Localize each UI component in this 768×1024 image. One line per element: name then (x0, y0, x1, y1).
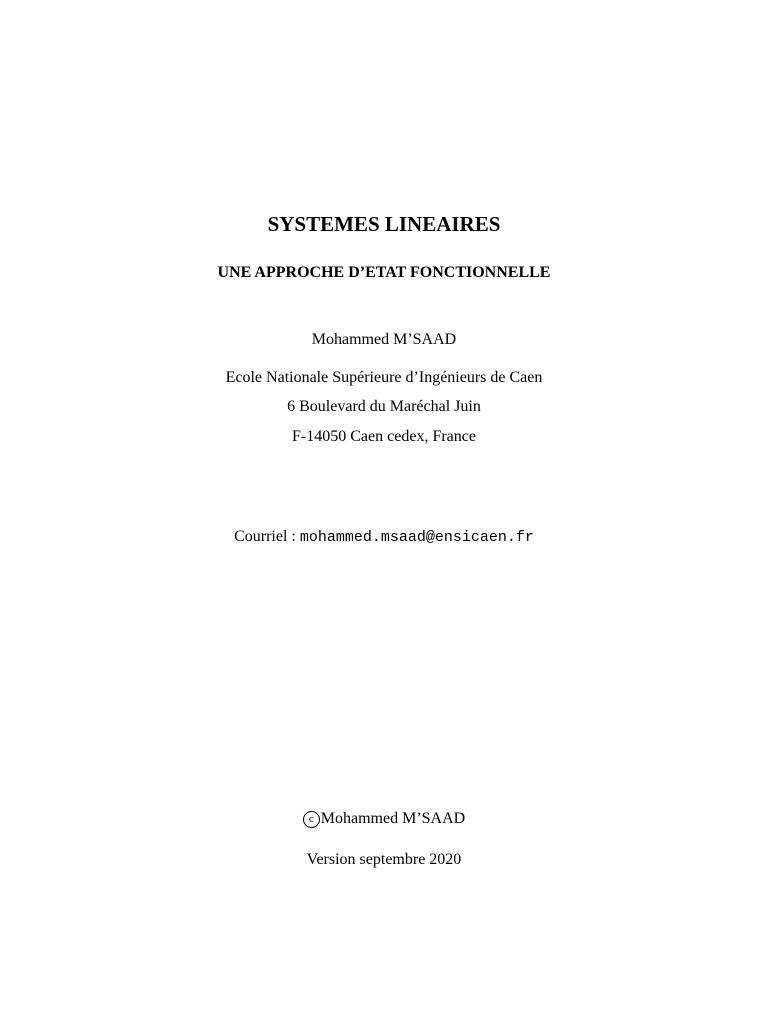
copyright-icon: c (303, 811, 320, 828)
contact-label: Courriel : (234, 528, 300, 545)
contact-line (0, 529, 768, 545)
affiliation-street: 6 Boulevard du Maréchal Juin (287, 398, 481, 415)
affiliation-city: F-14050 Caen cedex, France (292, 428, 476, 445)
document-subtitle: UNE APPROCHE D’ETAT FONCTIONNELLE (217, 264, 551, 281)
document-title: SYSTEMES LINEAIRES (267, 212, 501, 236)
affiliation-school: Ecole Nationale Supérieure d’Ingénieurs de Caen (225, 369, 543, 386)
copyright-holder: Mohammed M’SAAD (320, 810, 466, 827)
author-name: Mohammed M’SAAD (311, 331, 457, 348)
contact-email: mohammed.msaad@ensicaen.fr (299, 529, 534, 546)
version-line: Version septembre 2020 (306, 851, 462, 868)
copyright-line (0, 811, 768, 828)
